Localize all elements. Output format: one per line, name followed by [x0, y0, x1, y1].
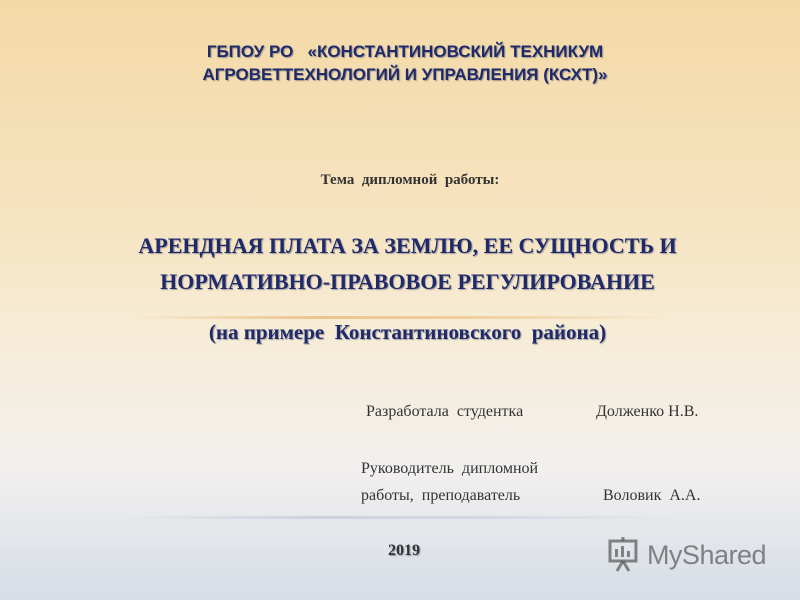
author-name: Долженко Н.В. — [596, 403, 699, 420]
institution-name — [0, 40, 800, 86]
institution-line-2: АГРОВЕТТЕХНОЛОГИЙ И УПРАВЛЕНИЯ (КСХТ)» — [202, 65, 608, 84]
thesis-title-line-1: АРЕНДНАЯ ПЛАТА ЗА ЗЕМЛЮ, ЕЕ СУЩНОСТЬ И — [138, 233, 677, 258]
thesis-title — [0, 228, 800, 300]
watermark-logo — [606, 537, 766, 573]
supervisor-name: Воловик А.А. — [603, 487, 701, 504]
author-role: Разработала студентка — [366, 403, 524, 420]
topic-label: Тема дипломной работы: — [320, 172, 500, 188]
watermark-text: MyShared — [646, 539, 766, 570]
divider-bottom — [120, 516, 680, 519]
presentation-board-icon — [606, 537, 644, 573]
supervisor-role-line-2: работы, преподаватель — [361, 487, 521, 504]
thesis-subtitle: (на примере Константиновского района) — [208, 320, 607, 344]
supervisor-role-line-1: Руководитель дипломной — [361, 460, 539, 477]
divider-top — [130, 316, 670, 319]
institution-line-1: ГБПОУ РО «КОНСТАНТИНОВСКИЙ ТЕХНИКУМ — [206, 42, 604, 61]
thesis-title-line-2: НОРМАТИВНО-ПРАВОВОЕ РЕГУЛИРОВАНИЕ — [160, 269, 655, 294]
year: 2019 — [388, 542, 420, 559]
